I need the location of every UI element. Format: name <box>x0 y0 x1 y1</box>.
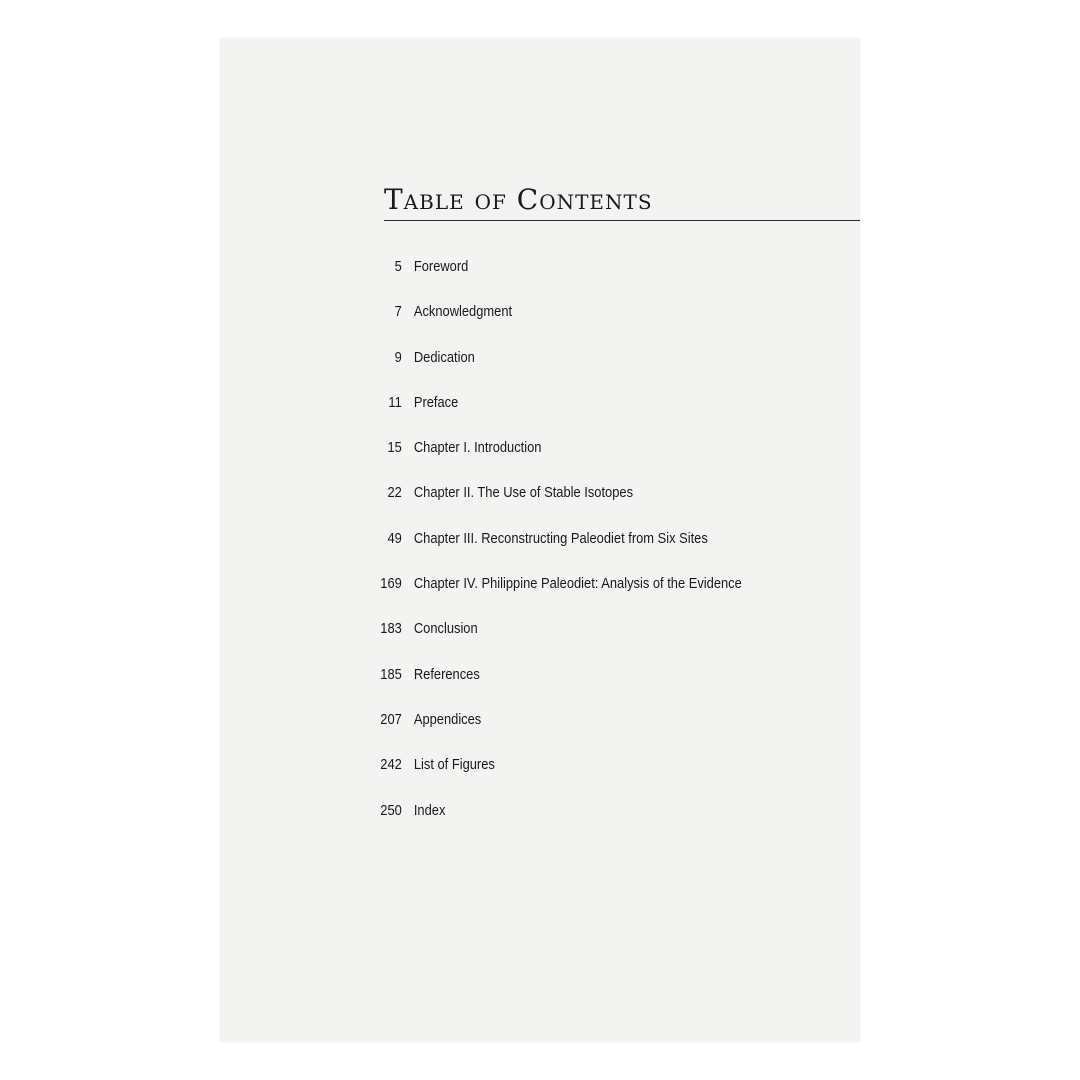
toc-entry <box>376 439 742 484</box>
toc-page-number: 169 <box>380 575 402 593</box>
toc-page-number: 185 <box>380 665 402 683</box>
toc-entry <box>376 711 742 756</box>
toc-entry <box>376 258 742 303</box>
toc-entry-label: References <box>413 665 480 683</box>
toc-entry <box>376 530 742 575</box>
toc-entry-label: List of Figures <box>413 756 495 774</box>
toc-entry <box>376 484 742 529</box>
toc-entry-label: Acknowledgment <box>413 303 513 321</box>
toc-entry-label: Foreword <box>413 258 469 275</box>
toc-page-number: 183 <box>380 620 402 638</box>
toc-entry-label: Chapter II. The Use of Stable Isotopes <box>413 484 634 502</box>
toc-page-number: 242 <box>380 756 402 774</box>
toc-entry-label: Preface <box>413 393 459 411</box>
toc-page-number: 207 <box>380 710 402 728</box>
toc-entry <box>376 666 742 711</box>
toc-entry-label: Appendices <box>413 710 482 728</box>
toc-entry-label: Chapter I. Introduction <box>413 439 542 457</box>
toc-entry <box>376 756 742 801</box>
toc-entry-label: Index <box>413 801 446 819</box>
toc-page-number: 11 <box>388 393 402 411</box>
toc-entry <box>376 394 742 439</box>
toc-entry-label: Conclusion <box>413 620 478 638</box>
toc-entry <box>376 303 742 348</box>
toc-entry <box>376 620 742 665</box>
toc-page-number: 7 <box>394 303 402 321</box>
toc-page-number: 22 <box>387 484 402 502</box>
toc-entry <box>376 802 742 847</box>
toc-entry <box>376 349 742 394</box>
toc-title: Table of Contents <box>384 183 653 216</box>
toc-entry-label: Dedication <box>413 348 475 366</box>
toc-page-number: 5 <box>394 258 402 275</box>
toc-page-number: 15 <box>387 439 402 457</box>
toc-list <box>376 258 801 847</box>
title-rule <box>384 220 860 221</box>
toc-entry-label: Chapter IV. Philippine Paleodiet: Analysis of the Evidence <box>413 575 742 593</box>
toc-page-number: 49 <box>387 529 402 547</box>
toc-entry-label: Chapter III. Reconstructing Paleodiet from Six Sites <box>413 529 708 547</box>
toc-entry <box>376 575 742 620</box>
toc-page-number: 250 <box>380 801 402 819</box>
toc-page-number: 9 <box>394 348 402 366</box>
